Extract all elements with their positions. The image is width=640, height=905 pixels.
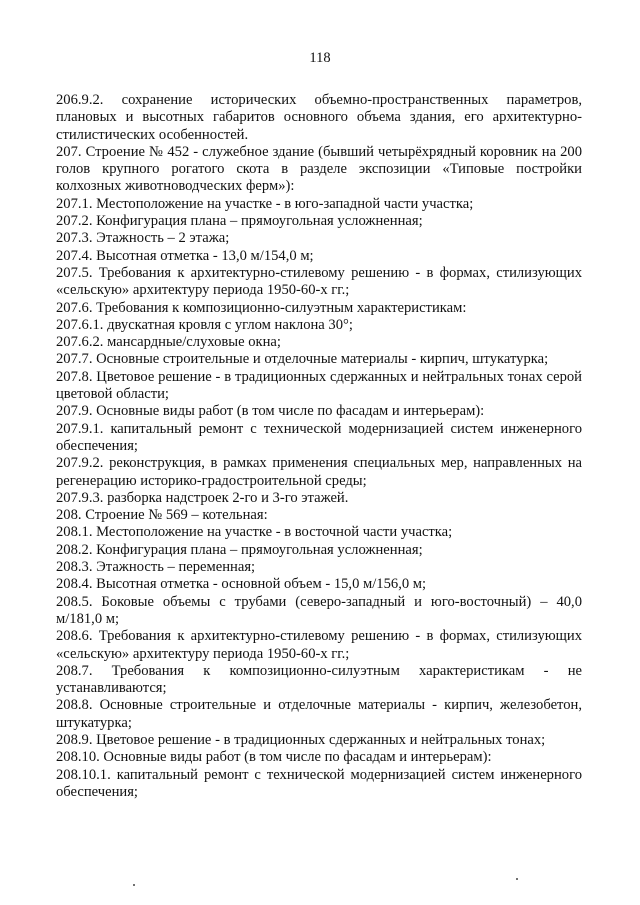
paragraph-208-5: 208.5. Боковые объемы с трубами (северо-западный и юго-восточный) – 40,0 м/181,0 м;	[56, 593, 582, 627]
paragraph-208-1: 208.1. Местоположение на участке - в восточной части участка;	[56, 524, 453, 541]
paragraph-208-3: 208.3. Этажность – переменная;	[56, 559, 256, 576]
paragraph-208-7: 208.7. Требования к композиционно-силуэтным характеристикам - не устанавливаются;	[56, 662, 582, 697]
paragraph-207-9-3: 207.9.3. разборка надстроек 2-го и 3-го этажей.	[56, 489, 349, 506]
paragraph-207-1: 207.1. Местоположение на участке - в юго-западной части участка;	[56, 195, 474, 212]
scan-speck-left	[133, 884, 135, 886]
paragraph-207-6: 207.6. Требования к композиционно-силуэтным характеристикам:	[56, 299, 467, 316]
paragraph-207-8: 207.8. Цветовое решение - в традиционных сдержанных и нейтральных тонах серой цветовой области;	[56, 368, 582, 403]
page-number: 118	[309, 50, 331, 66]
paragraph-208-2: 208.2. Конфигурация плана – прямоугольная усложненная;	[56, 541, 423, 558]
document-body	[56, 92, 582, 801]
paragraph-207-9: 207.9. Основные виды работ (в том числе по фасадам и интерьерам):	[56, 403, 485, 420]
paragraph-206-9-2: 206.9.2. сохранение исторических объемно-пространственных параметров, плановых и высотных габаритов основного объема здания, его архитектурно-стилистических особенностей.	[56, 92, 582, 143]
paragraph-207-9-1: 207.9.1. капитальный ремонт с технической модернизацией систем инженерного обеспечения;	[56, 420, 582, 454]
paragraph-207-4: 207.4. Высотная отметка - 13,0 м/154,0 м;	[56, 247, 314, 264]
paragraph-208-10-1: 208.10.1. капитальный ремонт с технической модернизацией систем инженерного обеспечения;	[56, 766, 582, 800]
paragraph-207-6-2: 207.6.2. мансардные/слуховые окна;	[56, 334, 281, 351]
paragraph-208-9: 208.9. Цветовое решение - в традиционных сдержанных и нейтральных тонах;	[56, 731, 546, 748]
paragraph-208-8: 208.8. Основные строительные и отделочные материалы - кирпич, железобетон, штукатурка;	[56, 697, 582, 731]
scan-speck-right	[516, 878, 518, 880]
paragraph-207-3: 207.3. Этажность – 2 этажа;	[56, 230, 230, 247]
paragraph-207-6-1: 207.6.1. двускатная кровля с углом наклона 30°;	[56, 316, 353, 333]
paragraph-207-2: 207.2. Конфигурация плана – прямоугольная усложненная;	[56, 213, 423, 230]
paragraph-208: 208. Строение № 569 – котельная:	[56, 507, 268, 524]
paragraph-207-7: 207.7. Основные строительные и отделочные материалы - кирпич, штукатурка;	[56, 351, 549, 368]
paragraph-208-4: 208.4. Высотная отметка - основной объем - 15,0 м/156,0 м;	[56, 576, 427, 593]
paragraph-207-5: 207.5. Требования к архитектурно-стилевому решению - в формах, стилизующих «сельскую» архитектуру периода 1950-60-х гг.;	[56, 264, 582, 299]
paragraph-207: 207. Строение № 452 - служебное здание (бывший четырёхрядный коровник на 200 голов крупного рогатого скота в разделе экспозиции «Типовые постройки колхозных животноводческих ферм»):	[56, 143, 582, 195]
paragraph-207-9-2: 207.9.2. реконструкция, в рамках применения специальных мер, направленных на регенерацию историко-градостроительной среды;	[56, 455, 582, 489]
paragraph-208-10: 208.10. Основные виды работ (в том числе по фасадам и интерьерам):	[56, 749, 492, 766]
paragraph-208-6: 208.6. Требования к архитектурно-стилевому решению - в формах, стилизующих «сельскую» архитектуру периода 1950-60-х гг.;	[56, 628, 582, 662]
